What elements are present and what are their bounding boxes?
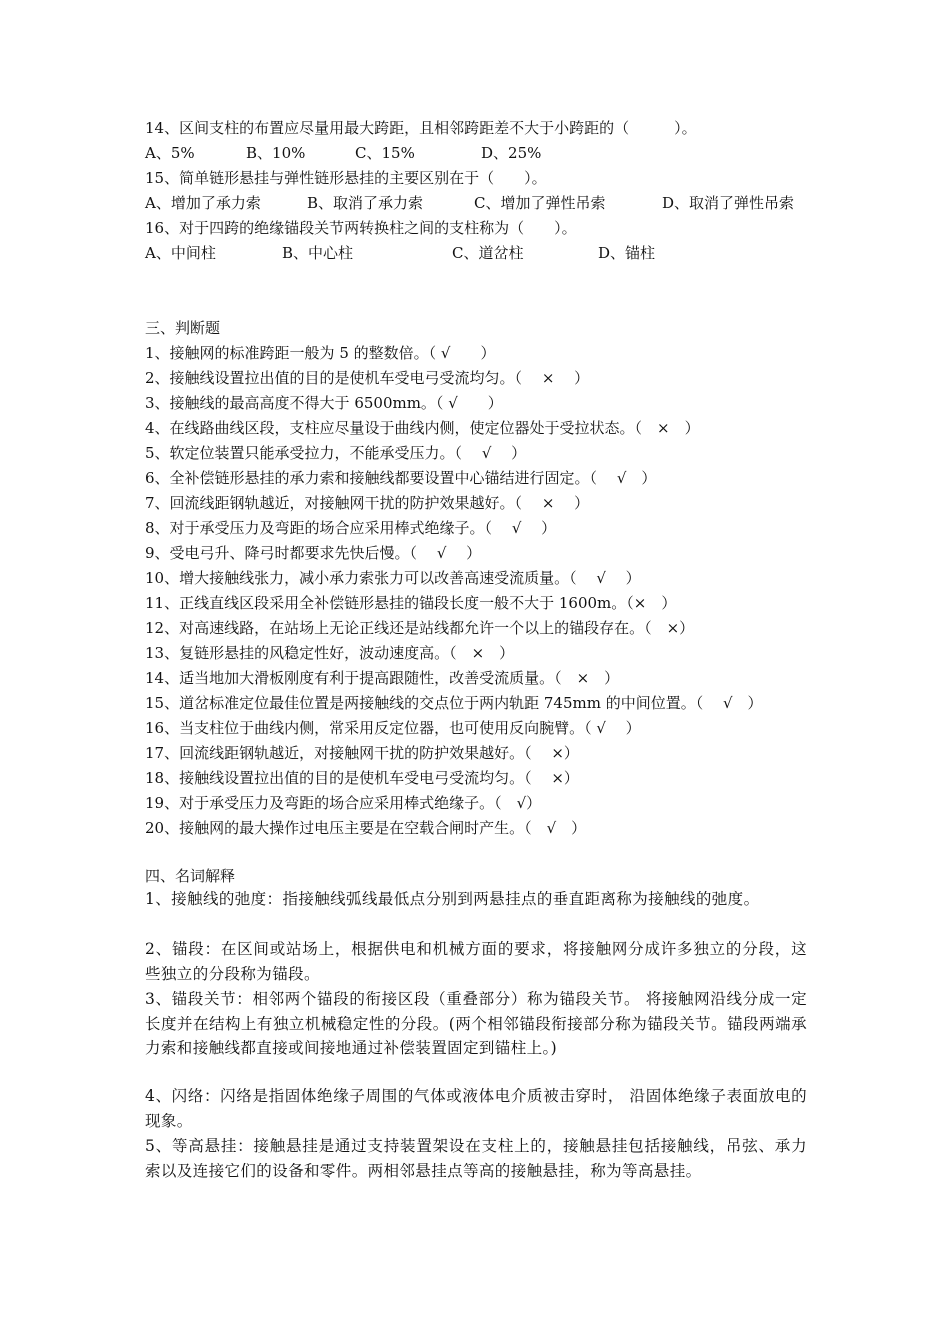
tf-item-6: 6、全补偿链形悬挂的承力索和接触线都要设置中心锚结进行固定。（ √ ） [145, 469, 657, 487]
tf-item-19: 19、对于承受压力及弯距的场合应采用棒式绝缘子。（ √） [145, 794, 542, 812]
tf-item-13: 13、复链形悬挂的风稳定性好，波动速度高。（ × ） [145, 644, 515, 662]
q14-option-b: B、10% [246, 144, 306, 162]
q16-option-b: B、中心柱 [282, 244, 354, 262]
term-definition-3: 3、锚段关节：相邻两个锚段的衔接区段（重叠部分）称为锚段关节。 将接触网沿线分成一定长度并在结构上有独立机械稳定性的分段。(两个相邻锚段衔接部分称为锚段关节。锚段两端承力索和接触线都直接或间接地通过补偿装置固定到锚柱上。) [145, 990, 807, 1057]
tf-item-15: 15、道岔标准定位最佳位置是两接触线的交点位于两内轨距 745mm 的中间位置。（ √ ） [145, 694, 763, 712]
term-definition-4: 4、闪络：闪络是指固体绝缘子周围的气体或液体电介质被击穿时， 沿固体绝缘子表面放电的现象。 [145, 1087, 807, 1130]
q16-option-d: D、锚柱 [598, 244, 656, 262]
section-heading-terms: 四、名词解释 [145, 867, 236, 885]
q15-option-a: A、增加了承力索 [145, 194, 261, 212]
tf-item-20: 20、接触网的最大操作过电压主要是在空载合闸时产生。（ √ ） [145, 819, 587, 837]
q16-option-c: C、道岔柱 [452, 244, 524, 262]
tf-item-11: 11、正线直线区段采用全补偿链形悬挂的锚段长度一般不大于 1600m。（× ） [145, 594, 677, 612]
q14-option-a: A、5% [145, 144, 195, 162]
tf-item-16: 16、当支柱位于曲线内侧，常采用反定位器，也可使用反向腕臂。（ √ ） [145, 719, 641, 737]
question-14: 14、区间支柱的布置应尽量用最大跨距，且相邻跨距差不大于小跨距的（ ）。 [145, 119, 697, 137]
section-heading-true-false: 三、判断题 [145, 319, 221, 337]
q16-option-a: A、中间柱 [145, 244, 216, 262]
question-15: 15、简单链形悬挂与弹性链形悬挂的主要区别在于（ ）。 [145, 169, 547, 187]
tf-item-5: 5、软定位装置只能承受拉力，不能承受压力。（ √ ） [145, 444, 527, 462]
tf-item-17: 17、回流线距钢轨越近，对接触网干扰的防护效果越好。（ ×） [145, 744, 579, 762]
tf-item-14: 14、适当地加大滑板刚度有利于提高跟随性，改善受流质量。（ × ） [145, 669, 620, 687]
tf-item-8: 8、对于承受压力及弯距的场合应采用棒式绝缘子。（ √ ） [145, 519, 557, 537]
tf-item-4: 4、在线路曲线区段，支柱应尽量设于曲线内侧，使定位器处于受拉状态。（ × ） [145, 419, 700, 437]
q15-option-d: D、取消了弹性吊索 [662, 194, 795, 212]
term-definition-5: 5、等高悬挂：接触悬挂是通过支持装置架设在支柱上的，接触悬挂包括接触线，吊弦、承力索以及连接它们的设备和零件。两相邻悬挂点等高的接触悬挂，称为等高悬挂。 [145, 1137, 807, 1180]
tf-item-1: 1、接触网的标准跨距一般为 5 的整数倍。（ √ ） [145, 344, 496, 362]
q15-option-b: B、取消了承力索 [307, 194, 424, 212]
q14-option-c: C、15% [355, 144, 415, 162]
term-definition-1: 1、接触线的弛度：指接触线弧线最低点分别到两悬挂点的垂直距离称为接触线的弛度。 [145, 890, 760, 908]
question-16: 16、对于四跨的绝缘锚段关节两转换柱之间的支柱称为（ ）。 [145, 219, 577, 237]
tf-item-2: 2、接触线设置拉出值的目的是使机车受电弓受流均匀。（ × ） [145, 369, 590, 387]
tf-item-9: 9、受电弓升、降弓时都要求先快后慢。（ √ ） [145, 544, 482, 562]
tf-item-7: 7、回流线距钢轨越近，对接触网干扰的防护效果越好。（ × ） [145, 494, 590, 512]
tf-item-12: 12、对高速线路，在站场上无论正线还是站线都允许一个以上的锚段存在。（ ×） [145, 619, 695, 637]
q14-option-d: D、25% [481, 144, 542, 162]
q15-option-c: C、增加了弹性吊索 [474, 194, 606, 212]
term-definition-2: 2、锚段：在区间或站场上，根据供电和机械方面的要求，将接触网分成许多独立的分段，这些独立的分段称为锚段。 [145, 940, 807, 983]
tf-item-10: 10、增大接触线张力，减小承力索张力可以改善高速受流质量。（ √ ） [145, 569, 641, 587]
tf-item-3: 3、接触线的最高高度不得大于 6500mm。（ √ ） [145, 394, 503, 412]
tf-item-18: 18、接触线设置拉出值的目的是使机车受电弓受流均匀。（ ×） [145, 769, 579, 787]
